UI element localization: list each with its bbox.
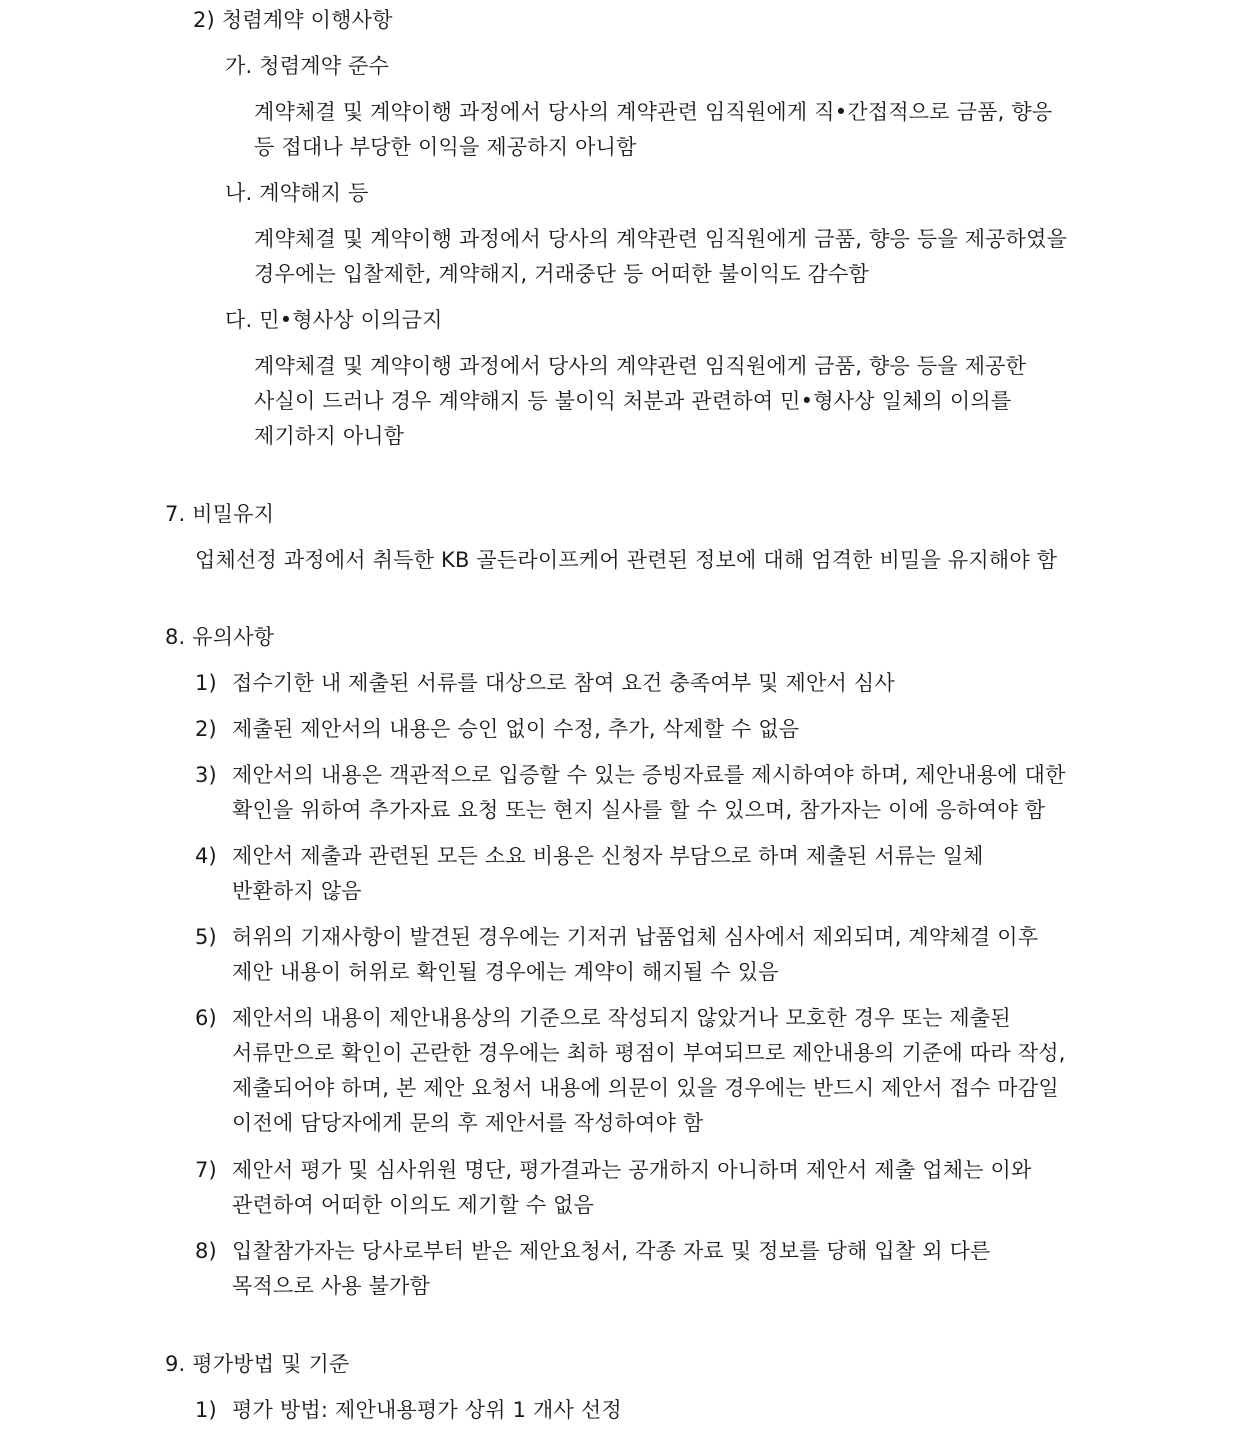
list-item-text: 제출된 제안서의 내용은 승인 없이 수정, 추가, 삭제할 수 없음 bbox=[232, 717, 800, 741]
clause-text: 등 접대나 부당한 이익을 제공하지 아니함 bbox=[254, 135, 637, 159]
list-item-text: 제안 내용이 허위로 확인될 경우에는 계약이 해지될 수 있음 bbox=[232, 960, 779, 984]
list-item-number: 4) bbox=[195, 844, 217, 868]
list-item-number: 3) bbox=[195, 763, 217, 787]
list-item-text: 목적으로 사용 불가함 bbox=[232, 1274, 431, 1298]
list-item-text: 제안서의 내용이 제안내용상의 기준으로 작성되지 않았거나 모호한 경우 또는 제출된 bbox=[232, 1006, 1011, 1030]
list-item-number: 1) bbox=[195, 671, 217, 695]
clause-text: 계약체결 및 계약이행 과정에서 당사의 계약관련 임직원에게 금품, 향응 등을 제공한 bbox=[254, 354, 1027, 378]
section-heading-7: 7. 비밀유지 bbox=[165, 502, 275, 526]
clause-heading-ga: 가. 청렴계약 준수 bbox=[225, 54, 390, 78]
list-item-text: 제안서 평가 및 심사위원 명단, 평가결과는 공개하지 아니하며 제안서 제출 업체는 이와 bbox=[232, 1158, 1032, 1182]
list-item-number: 2) bbox=[195, 717, 217, 741]
section-body: 업체선정 과정에서 취득한 KB 골든라이프케어 관련된 정보에 대해 엄격한 비밀을 유지해야 함 bbox=[195, 548, 1058, 572]
list-item-text: 확인을 위하여 추가자료 요청 또는 현지 실사를 할 수 있으며, 참가자는 이에 응하여야 함 bbox=[232, 798, 1046, 822]
list-item-number: 6) bbox=[195, 1006, 217, 1030]
section-heading-9: 9. 평가방법 및 기준 bbox=[165, 1352, 350, 1376]
list-item-number: 7) bbox=[195, 1158, 217, 1182]
list-item-text: 서류만으로 확인이 곤란한 경우에는 최하 평점이 부여되므로 제안내용의 기준에 따라 작성, bbox=[232, 1041, 1066, 1065]
list-item-text: 입찰참가자는 당사로부터 받은 제안요청서, 각종 자료 및 정보를 당해 입찰 외 다른 bbox=[232, 1239, 991, 1263]
list-item-text: 반환하지 않음 bbox=[232, 879, 362, 903]
list-item-text: 허위의 기재사항이 발견된 경우에는 기저귀 납품업체 심사에서 제외되며, 계약체결 이후 bbox=[232, 925, 1039, 949]
list-item-text: 이전에 담당자에게 문의 후 제안서를 작성하여야 함 bbox=[232, 1111, 704, 1135]
list-item-number: 8) bbox=[195, 1239, 217, 1263]
list-item-text: 제안서의 내용은 객관적으로 입증할 수 있는 증빙자료를 제시하여야 하며, 제안내용에 대한 bbox=[232, 763, 1066, 787]
clause-text: 제기하지 아니함 bbox=[254, 424, 405, 448]
clause-text: 계약체결 및 계약이행 과정에서 당사의 계약관련 임직원에게 직•간접적으로 금품, 향응 bbox=[254, 100, 1053, 124]
clause-heading-da: 다. 민•형사상 이의금지 bbox=[225, 308, 443, 332]
list-item-number: 5) bbox=[195, 925, 217, 949]
list-item-text: 관련하여 어떠한 이의도 제기할 수 없음 bbox=[232, 1193, 595, 1217]
list-item-text: 제안서 제출과 관련된 모든 소요 비용은 신청자 부담으로 하며 제출된 서류는 일체 bbox=[232, 844, 984, 868]
clause-text: 사실이 드러나 경우 계약해지 등 불이익 처분과 관련하여 민•형사상 일체의 이의를 bbox=[254, 389, 1012, 413]
section-heading-8: 8. 유의사항 bbox=[165, 625, 275, 649]
clause-text: 경우에는 입찰제한, 계약해지, 거래중단 등 어떠한 불이익도 감수함 bbox=[254, 262, 869, 286]
list-item-number: 1) bbox=[195, 1398, 217, 1422]
list-item-text: 접수기한 내 제출된 서류를 대상으로 참여 요건 충족여부 및 제안서 심사 bbox=[232, 671, 895, 695]
list-item-text: 평가 방법: 제안내용평가 상위 1 개사 선정 bbox=[232, 1398, 622, 1422]
subsection-heading: 2) 청렴계약 이행사항 bbox=[193, 8, 393, 32]
list-item-text: 제출되어야 하며, 본 제안 요청서 내용에 의문이 있을 경우에는 반드시 제안서 접수 마감일 bbox=[232, 1076, 1059, 1100]
clause-text: 계약체결 및 계약이행 과정에서 당사의 계약관련 임직원에게 금품, 향응 등을 제공하였을 bbox=[254, 227, 1068, 251]
clause-heading-na: 나. 계약해지 등 bbox=[225, 181, 369, 205]
